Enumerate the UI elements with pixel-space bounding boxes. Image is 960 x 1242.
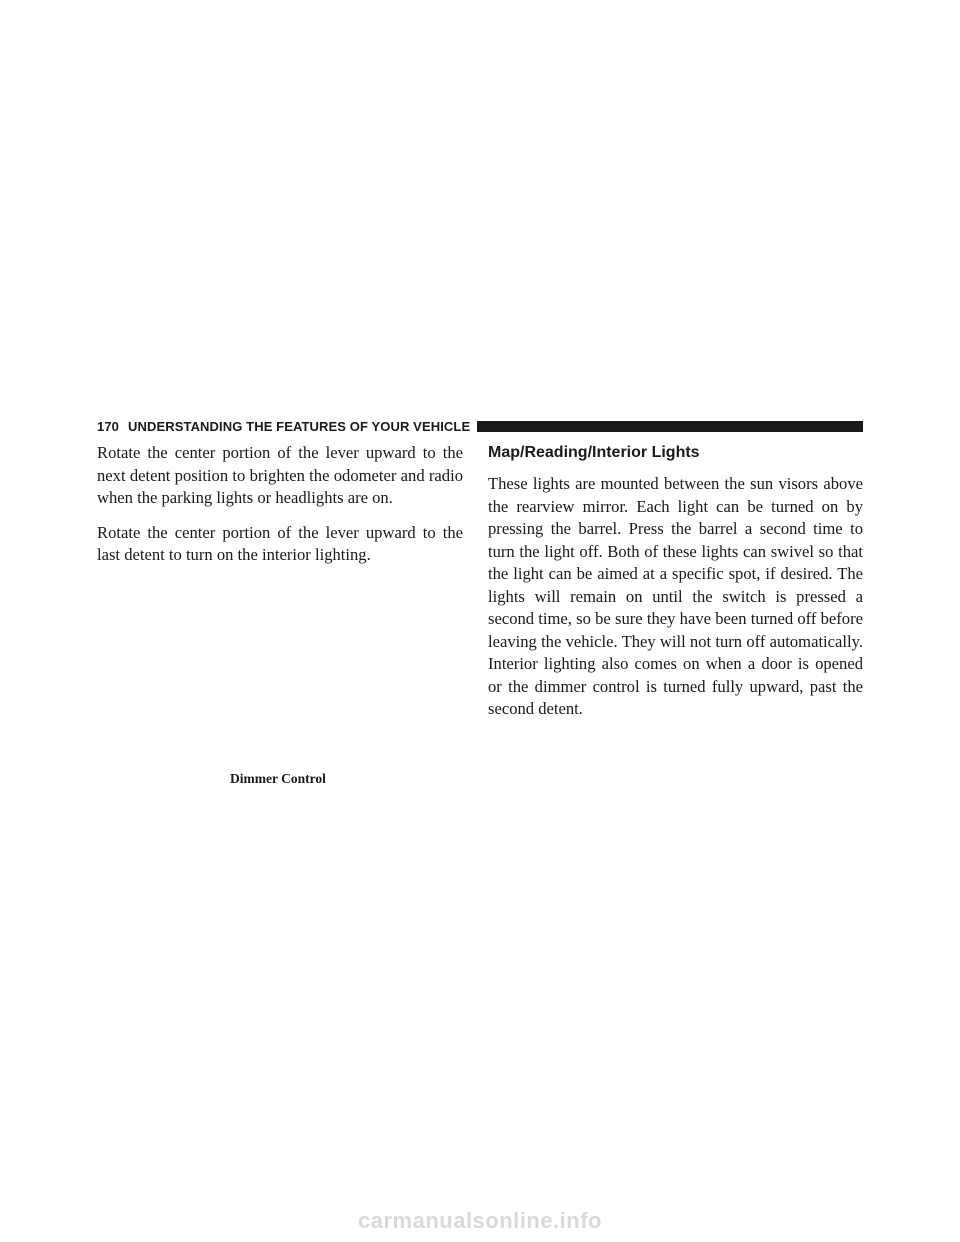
watermark: carmanualsonline.info: [358, 1208, 602, 1233]
header-rule: [477, 421, 863, 432]
page-number: 170: [97, 418, 119, 434]
dimmer-control-figure: [97, 560, 463, 765]
page-header: [97, 416, 863, 436]
paragraph: Rotate the center portion of the lever upward to the next detent position to brighten the odometer and radio when the parking lights or headlights are on.: [97, 443, 463, 507]
paragraph: These lights are mounted between the sun visors above the rearview mirror. Each light can be turned on by pressing the barrel. Press the barrel a second time to turn the light off. Both of these lights can swivel so that the light can be aimed at a specific spot, if desired. The lights will remain on until the switch is pressed a second time, so be sure they have been turned off before leaving the vehicle. They will not turn off automatically. Interior lighting also comes on when a door is opened or the dimmer control is turned fully upward, past the second detent.: [488, 474, 863, 718]
section-heading: Map/Reading/Interior Lights: [488, 444, 700, 461]
paragraph: Rotate the center portion of the lever upward to the last detent to turn on the interior lighting.: [97, 522, 463, 564]
left-column: [97, 442, 463, 579]
figure-caption: Dimmer Control: [230, 771, 326, 786]
right-column: [488, 442, 863, 733]
section-title: UNDERSTANDING THE FEATURES OF YOUR VEHICLE: [128, 418, 471, 434]
